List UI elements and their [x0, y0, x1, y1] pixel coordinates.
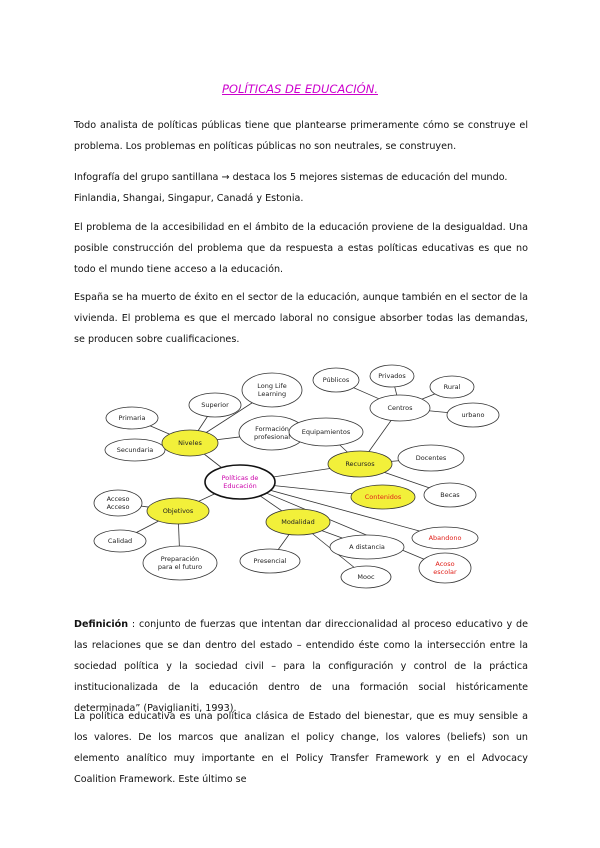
label-niveles: Niveles: [178, 439, 202, 447]
label-acoso-1: Acoso: [435, 560, 455, 568]
label-acoso-2: escolar: [433, 568, 457, 576]
label-calidad: Calidad: [107, 537, 133, 545]
label-modalidad: Modalidad: [281, 518, 315, 526]
label-rural: Rural: [443, 383, 461, 391]
label-publicos: Públicos: [322, 376, 350, 384]
label-a-distancia: A distancia: [349, 543, 385, 551]
label-recursos: Recursos: [345, 460, 375, 468]
label-privados: Privados: [378, 372, 406, 380]
label-docentes: Docentes: [415, 454, 447, 462]
paragraph-accesibilidad: El problema de la accesibilidad en el ámbito de la educación proviene de la desigualdad. Una posible construcción del problema que da respuesta a estas políticas educativas es que no todo el mundo tiene acceso a la educación.: [74, 222, 528, 275]
label-acceso-1: Acceso: [106, 495, 130, 503]
paragraph-infografia: Infografía del grupo santillana → destaca los 5 mejores sistemas de educación del mundo. Finlandia, Shangai, Singapur, Canadá y Estonia.: [74, 172, 508, 204]
label-urbano: urbano: [461, 411, 485, 419]
paragraph-espana: España se ha muerto de éxito en el sector de la educación, aunque también en el sector de la vivienda. El problema es que el mercado laboral no consigue absorber todas las demandas, se producen sobre cualificaciones.: [74, 292, 528, 345]
definition-label: Definición: [74, 619, 129, 630]
label-equipamientos: Equipamientos: [301, 428, 351, 436]
definition-text: : conjunto de fuerzas que intentan dar direccionalidad al proceso educativo y de las relaciones que se dan dentro del estado – entendido éste como la intersección entre la sociedad política y la sociedad civil – para la configuración y control de la práctica institucionalizada de la educación dentro de una formación social históricamente determinada” (Paviglianiti, 1993).: [74, 619, 528, 714]
label-superior: Superior: [201, 401, 229, 409]
paragraph-intro: Todo analista de políticas públicas tiene que plantearse primeramente cómo se construye el problema. Los problemas en políticas públicas no son neutrales, se construyen.: [74, 120, 528, 152]
label-formacion-2: profesional: [254, 433, 290, 441]
center-label-1: Políticas de: [221, 474, 259, 482]
label-becas: Becas: [440, 491, 460, 499]
label-acceso-2: Acceso: [106, 503, 130, 511]
label-long-life-1: Long Life: [257, 382, 287, 390]
label-presencial: Presencial: [253, 557, 287, 565]
label-mooc: Mooc: [357, 573, 375, 581]
concept-map-diagram: [90, 352, 510, 592]
label-preparacion-1: Preparación: [160, 555, 200, 563]
label-preparacion-2: para el futuro: [157, 563, 203, 571]
paragraph-definicion: [74, 614, 528, 719]
center-label-2: Educación: [223, 482, 257, 490]
label-objetivos: Objetivos: [162, 507, 194, 515]
page-title: POLÍTICAS DE EDUCACIÓN.: [222, 82, 378, 96]
label-abandono: Abandono: [428, 534, 462, 542]
label-long-life-2: Learning: [257, 390, 287, 398]
label-centros: Centros: [387, 404, 413, 412]
paragraph-politica-educativa: La política educativa es una política clásica de Estado del bienestar, que es muy sensible a los valores. De los marcos que analizan el policy change, los valores (beliefs) son un elemento analítico muy importante en el Policy Transfer Framework y en el Advocacy Coalition Framework. Este último se: [74, 711, 528, 785]
label-secundaria: Secundaria: [116, 446, 154, 454]
label-formacion-1: Formación: [255, 425, 289, 433]
label-contenidos: Contenidos: [364, 493, 402, 501]
label-primaria: Primaria: [118, 414, 146, 422]
